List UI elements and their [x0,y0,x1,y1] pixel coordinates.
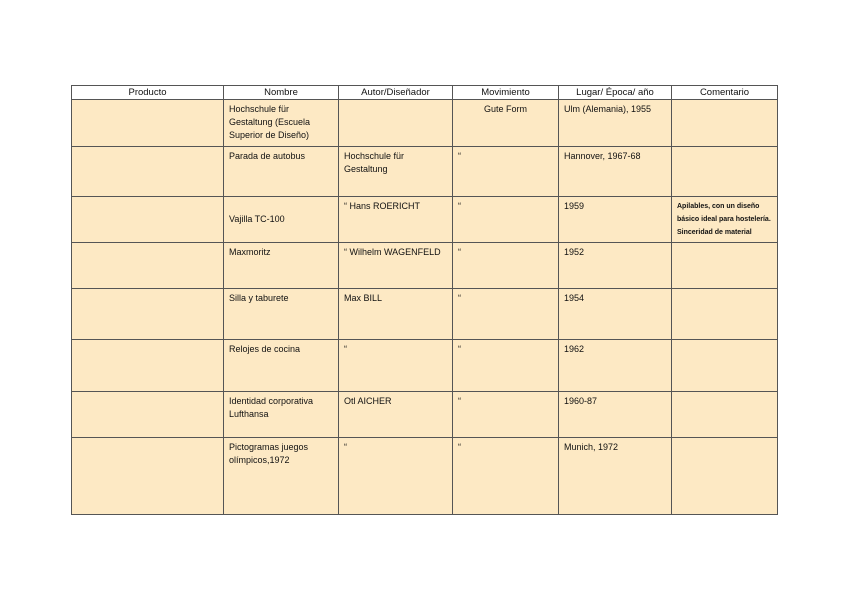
nombre-cell: Hochschule für Gestaltung (Escuela Superior de Diseño) [224,100,339,147]
movimiento-cell: “ [453,340,559,392]
header-row [72,86,778,100]
comentario-cell [672,147,778,197]
lugar-cell: 1954 [559,289,672,340]
product-cell [72,100,224,147]
autor-cell: “ [339,438,453,515]
nombre-cell: Maxmoritz [224,243,339,289]
table-row [72,100,778,147]
lugar-cell: 1952 [559,243,672,289]
table-row [72,147,778,197]
autor-cell: Otl AICHER [339,392,453,438]
design-catalog-table [71,85,778,515]
comentario-cell [672,340,778,392]
product-cell [72,197,224,243]
comentario-cell: Apilables, con un diseño básico ideal para hostelería. Sinceridad de material [672,197,778,243]
table-row [72,340,778,392]
movimiento-cell: Gute Form [453,100,559,147]
comentario-cell [672,289,778,340]
header-movimiento: Movimiento [453,86,559,100]
header-comentario: Comentario [672,86,778,100]
nombre-cell: Silla y taburete [224,289,339,340]
lugar-cell: 1959 [559,197,672,243]
product-cell [72,340,224,392]
movimiento-cell: “ [453,147,559,197]
autor-cell [339,100,453,147]
header-lugar: Lugar/ Época/ año [559,86,672,100]
product-cell [72,438,224,515]
lugar-cell: Hannover, 1967-68 [559,147,672,197]
nombre-cell: Relojes de cocina [224,340,339,392]
autor-cell: Hochschule für Gestaltung [339,147,453,197]
product-cell [72,243,224,289]
nombre-cell: Identidad corporativa Lufthansa [224,392,339,438]
lugar-cell: Ulm (Alemania), 1955 [559,100,672,147]
table-row [72,392,778,438]
header-nombre: Nombre [224,86,339,100]
autor-cell: “ Wilhelm WAGENFELD [339,243,453,289]
nombre-cell: Parada de autobus [224,147,339,197]
header-producto: Producto [72,86,224,100]
autor-cell: Max BILL [339,289,453,340]
product-cell [72,289,224,340]
movimiento-cell: “ [453,438,559,515]
autor-cell: “ Hans ROERICHT [339,197,453,243]
product-cell [72,147,224,197]
lugar-cell: 1962 [559,340,672,392]
comentario-cell [672,392,778,438]
comentario-cell [672,438,778,515]
movimiento-cell: “ [453,392,559,438]
comentario-cell [672,100,778,147]
lugar-cell: 1960-87 [559,392,672,438]
movimiento-cell: “ [453,243,559,289]
table-row [72,197,778,243]
autor-cell: “ [339,340,453,392]
movimiento-cell: “ [453,289,559,340]
product-cell [72,392,224,438]
header-autor: Autor/Diseñador [339,86,453,100]
nombre-cell: Vajilla TC-100 [224,197,339,243]
movimiento-cell: “ [453,197,559,243]
nombre-cell: Pictogramas juegos olímpicos,1972 [224,438,339,515]
table-row [72,438,778,515]
table-row [72,289,778,340]
comentario-cell [672,243,778,289]
lugar-cell: Munich, 1972 [559,438,672,515]
table-row [72,243,778,289]
